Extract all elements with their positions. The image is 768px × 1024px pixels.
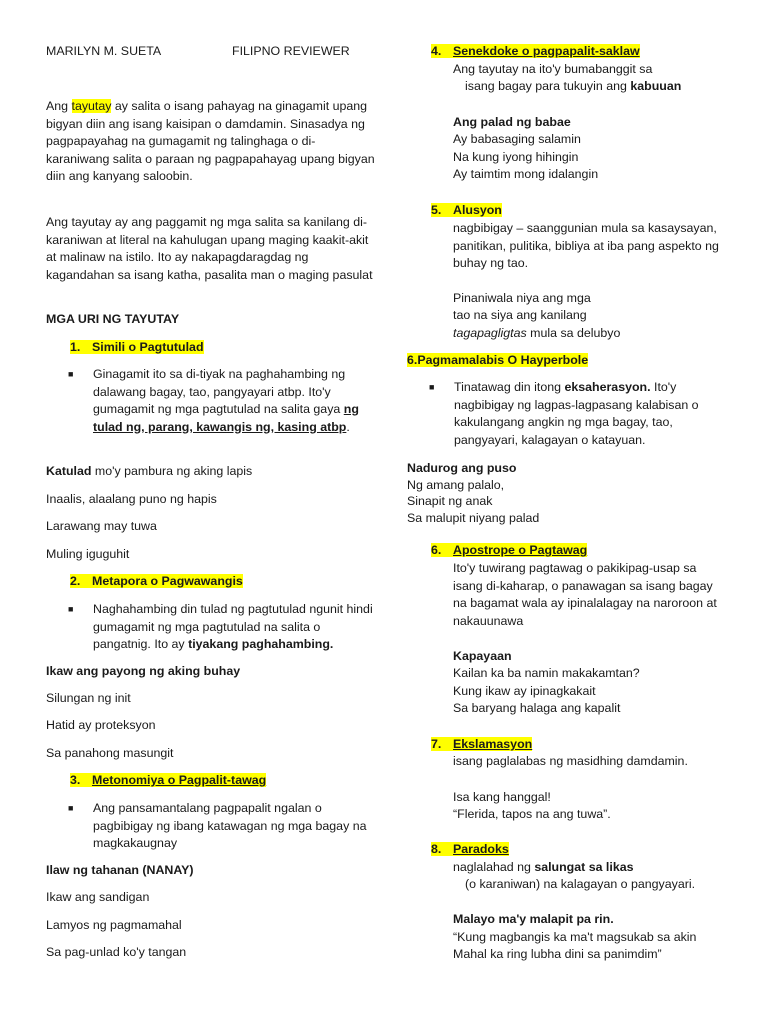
type-3-description: ■ Ang pansamantalang pagpapalit ngalan o pagbibigay ng ibang katawagan ng mga bagay na magkakaugnay (68, 801, 367, 850)
document-title: FILIPNO REVIEWER (232, 44, 350, 58)
type-5-example-line-1: Pinaniwala niya ang mga (453, 291, 591, 305)
type-3-example-line-1: Ilaw ng tahanan (NANAY) (46, 863, 194, 877)
type-2-example-line-3: Hatid ay proteksyon (46, 718, 156, 732)
type-2-example-line-4: Sa panahong masungit (46, 746, 174, 760)
type-4-description-1: Ang tayutay na ito'y bumabanggit sa (453, 62, 653, 76)
section-title: MGA URI NG TAYUTAY (46, 312, 180, 326)
type-8-description-2: (o karaniwan) na kalagayan o pangyayari. (465, 877, 696, 891)
apostrope-example-line-3: Kung ikaw ay ipinagkakait (453, 684, 596, 698)
type-4-example-line-1: Ang palad ng babae (453, 115, 571, 129)
type-3-example-line-3: Lamyos ng pagmamahal (46, 918, 182, 932)
type-3-example-line-2: Ikaw ang sandigan (46, 890, 150, 904)
type-8-example-line-1: Malayo ma'y malapit pa rin. (453, 912, 614, 926)
type-6-description: ■ Tinatawag din itong eksaherasyon. Ito'y nagbibigay ng lagpas-lagpasang kalabisan o kakulangang angkin ng mga bagay, tao, pangyayari, kalagayan o katayuan. (429, 380, 699, 447)
intro-rest: ay salita o isang pahayag na ginagamit upang bigyan diin ang isang kaisipan o damdamin. Sinasadya ng pagpapayahag na gumagamit ng talinghaga o di-karaniwang salita o paraan ng pagpapahayag upang bigyan diin ang kanyang saloobin. (46, 99, 375, 183)
type-heading-1: 1. Simili o Pagtutulad (70, 340, 204, 354)
type-8-example-line-2: “Kung magbangis ka ma't magsukab sa akin (453, 930, 697, 944)
type-2-description: ■ Naghahambing din tulad ng pagtutulad ngunit hindi gumagamit ng mga pagtutulad na salita o pangatnig. Ito ay tiyakang paghahambing. (68, 602, 373, 651)
type-4-description-2: isang bagay para tukuyin ang kabuuan (465, 79, 682, 93)
type-5-example-line-2: tao na siya ang kanilang (453, 308, 587, 322)
type-4-example-line-2: Ay babasaging salamin (453, 132, 581, 146)
apostrope-example-line-1: Kapayaan (453, 649, 512, 663)
highlighted-term: tayutay (71, 99, 112, 113)
type-heading-4: 4. Senekdoke o pagpapalit-saklaw (431, 44, 640, 58)
type-heading-apostrope: 6. Apostrope o Pagtawag (431, 543, 588, 557)
type-1-example-line-4: Muling iguguhit (46, 547, 130, 561)
intro-paragraph-2: Ang tayutay ay ang paggamit ng mga salita sa kanilang di-karaniwan at literal na kahulugan upang maging kaakit-akit at malinaw na istilo. Ito ay nakapagdaragdag ng kagandahan sa isang katha, pasalita man o maging pasulat (46, 215, 373, 282)
type-heading-5: 5. Alusyon (431, 203, 502, 217)
type-heading-2: 2. Metapora o Pagwawangis (70, 574, 243, 588)
type-heading-7: 7. Ekslamasyon (431, 737, 533, 751)
intro-paragraph-1 (46, 98, 376, 186)
header-row (46, 43, 376, 61)
apostrope-example-line-2: Kailan ka ba namin makakamtan? (453, 666, 640, 680)
type-4-example-line-4: Ay taimtim mong idalangin (453, 167, 599, 181)
type-6-example-line-1: Nadurog ang puso (407, 461, 517, 475)
author-name: MARILYN M. SUETA (46, 44, 162, 58)
bullet-icon: ■ (68, 369, 74, 379)
intro-lead: Ang (46, 99, 69, 113)
type-6-example-line-3: Sinapit ng anak (407, 494, 493, 508)
bullet-icon: ■ (68, 604, 74, 614)
type-1-description: ■ Ginagamit ito sa di-tiyak na paghahambing ng dalawang bagay, tao, pangyayari atbp. Ito'y gumagamit ng mga pagtutulad na salita gaya ng tulad ng, parang, kawangis ng, kasing atbp. (68, 367, 359, 434)
type-7-description: isang paglalabas ng masidhing damdamin. (453, 754, 688, 768)
type-3-example-line-4: Sa pag-unlad ko'y tangan (46, 945, 187, 959)
type-7-example-line-1: Isa kang hanggal! (453, 790, 551, 804)
apostrope-example-line-4: Sa baryang halaga ang kapalit (453, 701, 621, 715)
bullet-icon: ■ (429, 382, 435, 392)
type-2-example-line-2: Silungan ng init (46, 691, 131, 705)
type-8-example-line-3: Mahal ka ring lubha dini sa panimdim” (453, 947, 662, 961)
type-5-description: nagbibigay – saanggunian mula sa kasaysayan, panitikan, pulitika, bibliya at iba pang aspekto ng buhay ng tao. (453, 221, 719, 270)
type-1-example-line-3: Larawang may tuwa (46, 519, 157, 533)
type-1-example-line-1: Katulad mo'y pambura ng aking lapis (46, 464, 253, 478)
type-heading-8: 8. Paradoks (431, 842, 509, 856)
apostrope-description: Ito'y tuwirang pagtawag o pakikipag-usap sa isang di-kaharap, o panawagan sa isang bagay na bagamat wala ay ipinalalagay na naroroon at nakauunawa (453, 561, 717, 628)
type-heading-3: 3. Metonomiya o Pagpalit-tawag (70, 773, 267, 787)
bullet-icon: ■ (68, 803, 74, 813)
type-5-example-line-3: tagapagligtas mula sa delubyo (453, 326, 621, 340)
type-6-example-line-2: Ng amang palalo, (407, 478, 505, 492)
type-6-example-line-4: Sa malupit niyang palad (407, 511, 540, 525)
type-heading-6: 6.Pagmamalabis O Hayperbole (407, 353, 589, 367)
type-4-example-line-3: Na kung iyong hihingin (453, 150, 579, 164)
type-2-example-line-1: Ikaw ang payong ng aking buhay (46, 664, 241, 678)
type-1-example-line-2: Inaalis, alaalang puno ng hapis (46, 492, 217, 506)
type-7-example-line-2: “Flerida, tapos na ang tuwa”. (453, 807, 611, 821)
type-8-description-1: naglalahad ng salungat sa likas (453, 860, 634, 874)
